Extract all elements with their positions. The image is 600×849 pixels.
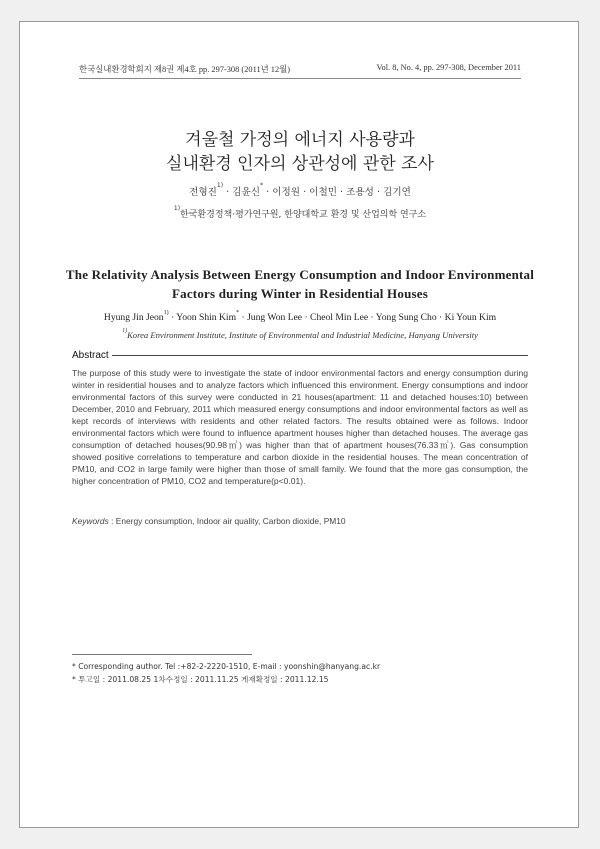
journal-info-korean: 한국실내환경학회지 제8권 제4호 pp. 297-308 (2011년 12월) [79, 65, 291, 74]
footnote-rule [72, 654, 252, 655]
journal-info-english: Vol. 8, No. 4, pp. 297-308, December 2011 [376, 63, 521, 72]
abstract-body [72, 367, 528, 487]
english-affiliation-mark: 1) [122, 328, 128, 334]
english-title-line1: The Relativity Analysis Between Energy Consumption and Indoor Environmental [65, 267, 535, 282]
korean-author-separator: · [263, 187, 273, 198]
korean-author-2-mark: * [260, 182, 264, 189]
footnotes [72, 660, 380, 686]
abstract-heading [72, 349, 528, 362]
english-title-line2: Factors during Winter in Residential Houses [172, 286, 428, 301]
english-author-1: Hyung Jin Jeon [103, 312, 164, 323]
english-author-2-mark: * [236, 310, 240, 316]
corresponding-author-note: * Corresponding author. Tel :+82-2-2220-1510, E-mail : yoonshin@hanyang.ac.kr [72, 662, 381, 671]
keywords-label: Keywords [72, 516, 109, 526]
korean-title-line2: 실내환경 인자의 상관성에 관한 조사 [166, 154, 434, 174]
korean-authors [0, 184, 600, 198]
korean-author-1: 전형진 [189, 187, 217, 198]
abstract-label: Abstract [72, 350, 109, 361]
english-author-2: Yoon Shin Kim [176, 312, 237, 323]
korean-authors-rest: 이정원 · 이철민 · 조용성 · 김기연 [272, 187, 411, 198]
korean-author-1-mark: 1) [216, 182, 224, 189]
abstract-rule [112, 355, 528, 356]
korean-affiliation-text: 한국환경정책·평가연구원, 한양대학교 환경 및 산업의학 연구소 [180, 210, 427, 220]
abstract-text: The purpose of this study were to investigate the state of indoor environmental factors and energy consumption during winter in residential houses and to analyze factors which influenced this environment. Energy consumptions and indoor environmental factors of this survey were conducted in 21 houses(apartment: 11 and detached houses:10) between December, 2010 and February, 2011 which measured energy consumptions and indoor environmental factors as well as kept records of interviews with residents and other related factors. The results obtained were as follows. Indoor environmental factors which were found to influence apartment houses higher than detached houses. The average gas consumption of detached houses(90.98㎥) was higher than that of apartment houses(76.33㎥). Gas consumption showed positive correlations to temperature and carbon dioxide in the residential houses. The mean concentration of PM10, and CO2 in large family were higher than those of small family. We found that the more gas consumption, the higher concentration of PM10, CO2 and temperature(p<0.01). [72, 368, 528, 486]
korean-author-2: 김윤신 [232, 187, 261, 198]
english-author-1-mark: 1) [163, 310, 169, 316]
english-title [0, 265, 600, 303]
english-author-separator: · [168, 312, 177, 323]
keywords [72, 516, 528, 526]
korean-affiliation-mark: 1) [173, 205, 181, 212]
korean-affiliation [0, 207, 600, 220]
english-authors [0, 312, 600, 323]
submission-dates-note: * 투고일 : 2011.08.25 1차수정일 : 2011.11.25 게재확정일 : 2011.12.15 [72, 675, 329, 684]
korean-author-separator: · [223, 187, 233, 198]
english-affiliation-text: Korea Environment Institute, Institute of Environmental and Industrial Medicine, Hanyang University [127, 330, 478, 340]
korean-title-line1: 겨울철 가정의 에너지 사용량과 [185, 130, 415, 150]
korean-title [0, 128, 600, 176]
running-header [79, 63, 521, 79]
english-author-separator: · [239, 312, 248, 323]
english-authors-rest: Jung Won Lee · Cheol Min Lee · Yong Sung Cho · Ki Youn Kim [247, 312, 497, 323]
english-affiliation [0, 330, 600, 340]
keywords-text: : Energy consumption, Indoor air quality, Carbon dioxide, PM10 [108, 516, 346, 526]
